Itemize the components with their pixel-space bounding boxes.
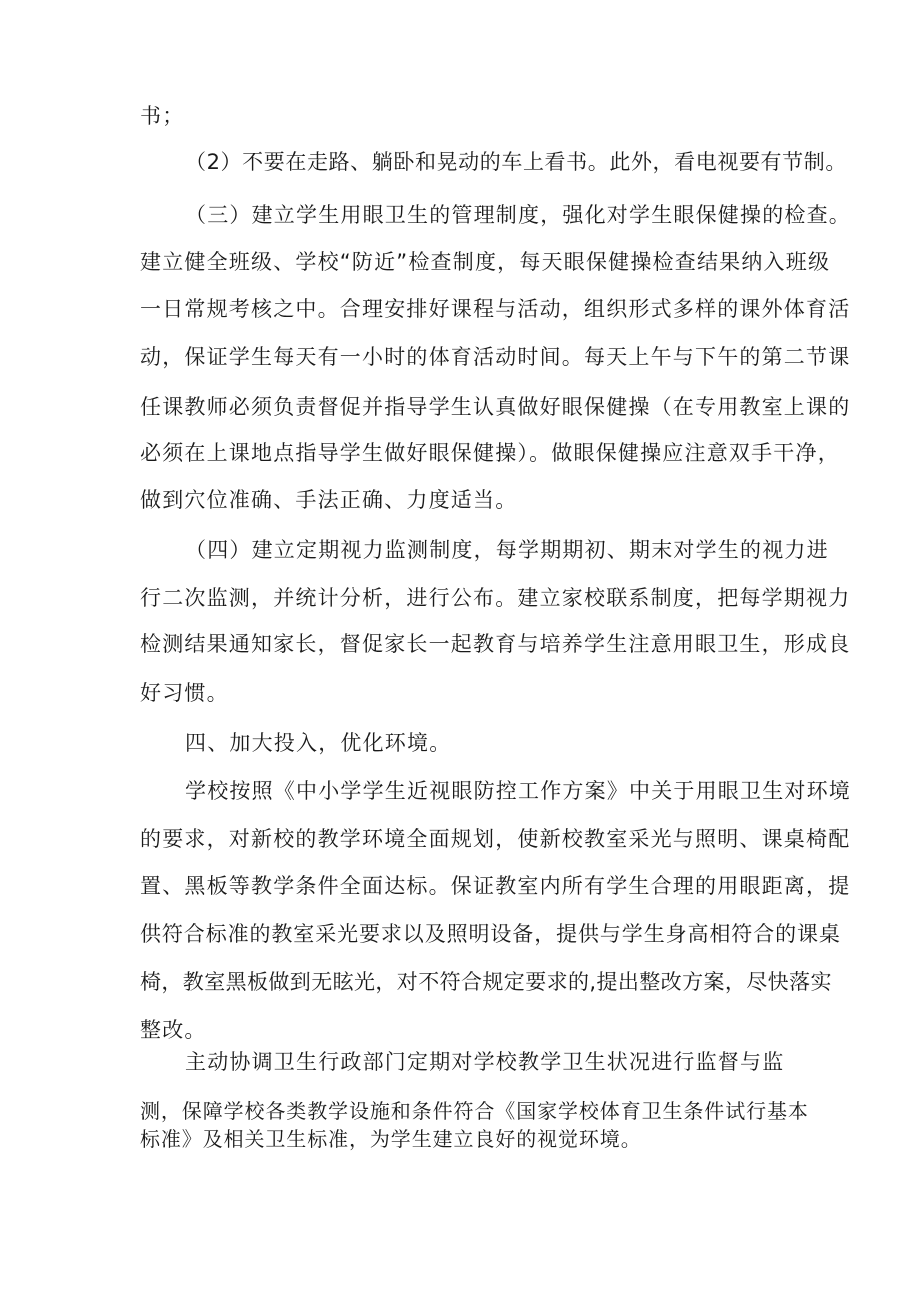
text-line: 好习惯。 [140, 681, 229, 705]
text-line: 标准》及相关卫生标准，为学生建立良好的视觉环境。 [140, 1127, 642, 1151]
text-line: 的要求，对新校的教学环境全面规划，使新校教室采光与照明、课桌椅配 [140, 827, 851, 851]
text-line: 必须在上课地点指导学生做好眼保健操）。做眼保健操应注意双手干净， [140, 441, 840, 465]
text-line: 置、黑板等教学条件全面达标。保证教室内所有学生合理的用眼距离，提 [140, 874, 851, 898]
text-line: 建立健全班级、学校“防近”检查制度，每天眼保健操检查结果纳入班级 [140, 250, 831, 274]
text-line: 供符合标准的教室采光要求以及照明设备，提供与学生身高相符合的课桌 [140, 922, 841, 946]
text-line: 一日常规考核之中。合理安排好课程与活动，组织形式多样的课外体育活 [140, 297, 851, 321]
text-line: 学校按照《中小学学生近视眼防控工作方案》中关于用眼卫生对环境 [185, 779, 851, 803]
section-heading-4: （四）建立定期视力监测制度，每学期期初、期末对学生的视力进 [185, 538, 829, 562]
chapter-heading: 四、加大投入，优化环境。 [185, 731, 452, 755]
text-line: 检测结果通知家长，督促家长一起教育与培养学生注意用眼卫生，形成良 [140, 632, 851, 656]
text-line: 椅，教室黑板做到无眩光，对不符合规定要求的,提出整改方案，尽快落实 [140, 970, 832, 994]
text-line: （2）不要在走路、躺卧和晃动的车上看书。此外，看电视要有节制。 [185, 150, 847, 174]
text-line: 整改。 [140, 1018, 207, 1042]
text-line: 行二次监测，并统计分析，进行公布。建立家校联系制度，把每学期视力 [140, 586, 851, 610]
section-heading-3: （三）建立学生用眼卫生的管理制度，强化对学生眼保健操的检查。 [185, 203, 851, 227]
text-line: 主动协调卫生行政部门定期对学校教学卫生状况进行监督与监 [185, 1050, 785, 1074]
text-line: 书； [140, 104, 185, 128]
text-line: 测，保障学校各类教学设施和条件符合《国家学校体育卫生条件试行基本 [140, 1099, 809, 1123]
text-line: 做到穴位准确、手法正确、力度适当。 [140, 488, 518, 512]
text-line: 动，保证学生每天有一小时的体育活动时间。每天上午与下午的第二节课 [140, 345, 851, 369]
text-line: 任课教师必须负责督促并指导学生认真做好眼保健操（在专用教室上课的 [140, 395, 851, 419]
